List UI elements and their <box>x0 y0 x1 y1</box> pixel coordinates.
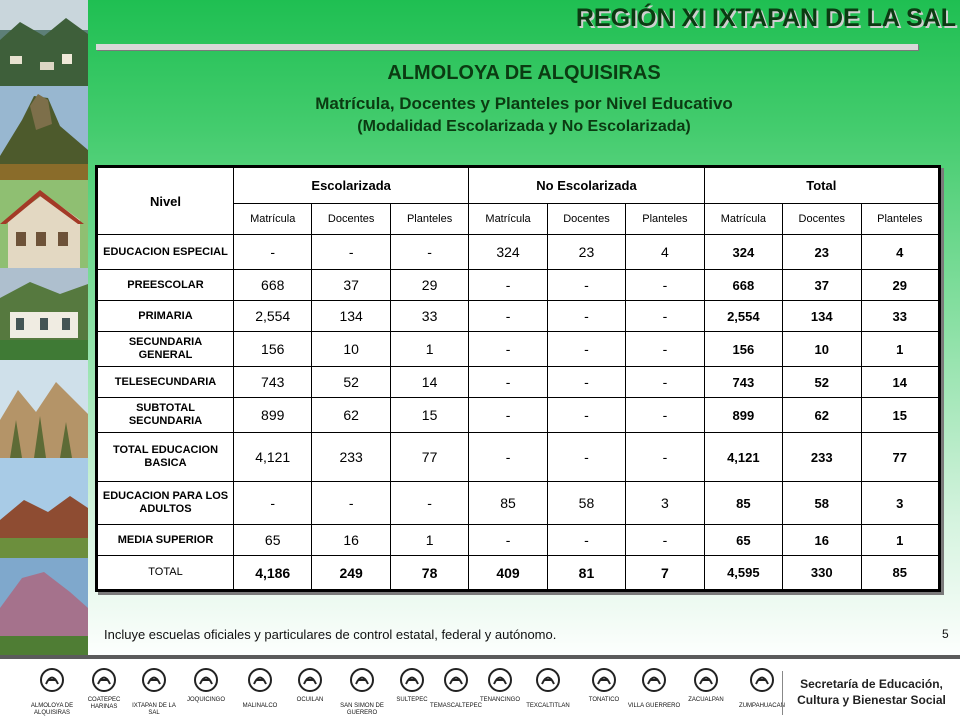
value-cell: 134 <box>312 301 390 332</box>
municipio-label: MALINALCO <box>242 703 278 709</box>
municipio-item <box>678 665 734 704</box>
value-cell: 58 <box>547 482 625 525</box>
column-header: Planteles <box>390 204 468 235</box>
education-stats-table <box>95 165 941 592</box>
value-cell: - <box>547 367 625 398</box>
municipio-label: TONATICO <box>588 697 620 703</box>
value-cell: 14 <box>861 367 940 398</box>
value-cell: 134 <box>783 301 861 332</box>
value-cell: - <box>626 398 704 433</box>
rock-peak-photo <box>0 86 88 180</box>
value-cell: 1 <box>390 525 468 556</box>
value-cell: 899 <box>704 398 782 433</box>
value-cell: 330 <box>783 556 861 591</box>
value-cell: - <box>469 301 547 332</box>
value-cell: 33 <box>390 301 468 332</box>
value-cell: 15 <box>390 398 468 433</box>
tonatico-glyph-icon <box>589 665 619 695</box>
value-cell: 65 <box>234 525 312 556</box>
region-title: REGIÓN XI IXTAPAN DE LA SAL <box>575 4 956 32</box>
value-cell: - <box>234 235 312 270</box>
value-cell: 37 <box>783 270 861 301</box>
value-cell: - <box>469 525 547 556</box>
column-header: Matrícula <box>704 204 782 235</box>
municipio-label: VILLA GUERRERO <box>627 703 681 709</box>
value-cell: 4 <box>861 235 940 270</box>
value-cell: 62 <box>783 398 861 433</box>
almoloya-glyph-icon <box>37 665 67 695</box>
column-header: Matrícula <box>234 204 312 235</box>
municipio-item <box>576 665 632 704</box>
value-cell: 4,186 <box>234 556 312 591</box>
column-header: Docentes <box>312 204 390 235</box>
table-row <box>97 332 940 367</box>
value-cell: 85 <box>704 482 782 525</box>
value-cell: - <box>626 525 704 556</box>
value-cell: 23 <box>783 235 861 270</box>
column-header: Planteles <box>626 204 704 235</box>
municipio-item <box>282 665 338 704</box>
value-cell: 29 <box>861 270 940 301</box>
pink-mountain-photo <box>0 558 88 655</box>
value-cell: 2,554 <box>234 301 312 332</box>
table-row <box>97 525 940 556</box>
value-cell: 81 <box>547 556 625 591</box>
texcaltitlan-glyph-icon <box>533 665 563 695</box>
municipio-label: OCUILAN <box>296 697 324 703</box>
value-cell: 29 <box>390 270 468 301</box>
value-cell: 3 <box>626 482 704 525</box>
value-cell: - <box>390 482 468 525</box>
value-cell: 233 <box>783 433 861 482</box>
municipio-item <box>626 665 682 710</box>
value-cell: - <box>547 332 625 367</box>
footnote: Incluye escuelas oficiales y particulares de control estatal, federal y autónomo. <box>104 627 557 642</box>
group-header-no-escolarizada: No Escolarizada <box>469 167 704 204</box>
nivel-cell: EDUCACION PARA LOS ADULTOS <box>97 482 234 525</box>
value-cell: 4,121 <box>234 433 312 482</box>
column-header: Docentes <box>547 204 625 235</box>
table-row <box>97 556 940 591</box>
value-cell: - <box>390 235 468 270</box>
landscape-photo-strip <box>0 0 88 655</box>
value-cell: 23 <box>547 235 625 270</box>
nivel-cell: SECUNDARIA GENERAL <box>97 332 234 367</box>
value-cell: 58 <box>783 482 861 525</box>
table-row <box>97 433 940 482</box>
value-cell: - <box>626 332 704 367</box>
value-cell: 409 <box>469 556 547 591</box>
municipio-label: ZACUALPAN <box>688 697 724 703</box>
value-cell: 7 <box>626 556 704 591</box>
value-cell: - <box>469 270 547 301</box>
municipio-label: SAN SIMON DE GUERERO <box>340 703 384 716</box>
value-cell: - <box>547 525 625 556</box>
nivel-cell: PRIMARIA <box>97 301 234 332</box>
colonial-building-photo <box>0 180 88 268</box>
table-row <box>97 482 940 525</box>
municipio-label: TEXCALTITLAN <box>526 703 570 709</box>
value-cell: - <box>469 398 547 433</box>
secretaria-label <box>782 671 960 715</box>
value-cell: 85 <box>861 556 940 591</box>
value-cell: - <box>469 433 547 482</box>
secretaria-line-2: Cultura y Bienestar Social <box>797 693 946 707</box>
garden-plaza-photo <box>0 268 88 360</box>
value-cell: 743 <box>234 367 312 398</box>
column-header: Docentes <box>783 204 861 235</box>
header-rule <box>96 44 918 50</box>
group-header-escolarizada: Escolarizada <box>234 167 469 204</box>
value-cell: 14 <box>390 367 468 398</box>
value-cell: 77 <box>861 433 940 482</box>
value-cell: 78 <box>390 556 468 591</box>
value-cell: 52 <box>783 367 861 398</box>
municipio-item <box>334 665 390 717</box>
secretaria-line-1: Secretaría de Educación, <box>800 677 943 691</box>
value-cell: - <box>547 398 625 433</box>
municipio-label: JOQUICINGO <box>186 697 225 703</box>
nivel-cell: TELESECUNDARIA <box>97 367 234 398</box>
value-cell: 156 <box>704 332 782 367</box>
tenancingo-glyph-icon <box>485 665 515 695</box>
value-cell: 10 <box>312 332 390 367</box>
ixtapan-glyph-icon <box>139 665 169 695</box>
value-cell: 37 <box>312 270 390 301</box>
municipios-footer <box>0 655 960 724</box>
value-cell: - <box>312 235 390 270</box>
value-cell: 4,595 <box>704 556 782 591</box>
value-cell: - <box>547 270 625 301</box>
column-header: Matrícula <box>469 204 547 235</box>
value-cell: 85 <box>469 482 547 525</box>
value-cell: - <box>469 332 547 367</box>
table-row <box>97 367 940 398</box>
value-cell: - <box>547 301 625 332</box>
column-header: Planteles <box>861 204 940 235</box>
municipio-item <box>24 665 80 717</box>
value-cell: 3 <box>861 482 940 525</box>
municipio-title: ALMOLOYA DE ALQUISIRAS <box>387 62 661 84</box>
zacualpan-glyph-icon <box>691 665 721 695</box>
san-simon-glyph-icon <box>347 665 377 695</box>
zumpahuacan-glyph-icon <box>747 665 777 695</box>
municipio-label: ZUMPAHUACAN <box>739 703 785 709</box>
nivel-cell: SUBTOTAL SECUNDARIA <box>97 398 234 433</box>
municipio-label: TENANCINGO <box>479 697 520 703</box>
value-cell: - <box>547 433 625 482</box>
value-cell: - <box>469 367 547 398</box>
table-row <box>97 301 940 332</box>
group-header-total: Total <box>704 167 939 204</box>
sultepec-glyph-icon <box>397 665 427 695</box>
value-cell: 668 <box>704 270 782 301</box>
value-cell: 77 <box>390 433 468 482</box>
value-cell: 156 <box>234 332 312 367</box>
value-cell: 743 <box>704 367 782 398</box>
municipio-item <box>126 665 182 717</box>
municipio-item <box>178 665 234 704</box>
municipio-item <box>520 665 576 710</box>
municipio-label: SULTEPEC <box>396 697 428 703</box>
value-cell: 16 <box>312 525 390 556</box>
value-cell: - <box>312 482 390 525</box>
villa-guerrero-glyph-icon <box>639 665 669 695</box>
value-cell: 33 <box>861 301 940 332</box>
value-cell: 233 <box>312 433 390 482</box>
nivel-cell: TOTAL EDUCACION BASICA <box>97 433 234 482</box>
page-number: 5 <box>942 627 949 641</box>
value-cell: 1 <box>861 332 940 367</box>
value-cell: 10 <box>783 332 861 367</box>
value-cell: 249 <box>312 556 390 591</box>
value-cell: - <box>626 301 704 332</box>
forest-valley-photo <box>0 360 88 458</box>
municipio-label: ALMOLOYA DE ALQUISIRAS <box>30 703 74 716</box>
value-cell: 62 <box>312 398 390 433</box>
value-cell: - <box>626 367 704 398</box>
municipio-item <box>232 665 288 710</box>
nivel-cell: TOTAL <box>97 556 234 591</box>
value-cell: 899 <box>234 398 312 433</box>
value-cell: 2,554 <box>704 301 782 332</box>
value-cell: 52 <box>312 367 390 398</box>
municipio-label: TEMASCALTEPEC <box>430 703 482 709</box>
ocuilan-glyph-icon <box>295 665 325 695</box>
table-row <box>97 235 940 270</box>
joquicingo-glyph-icon <box>191 665 221 695</box>
value-cell: 4,121 <box>704 433 782 482</box>
canyon-photo <box>0 458 88 558</box>
value-cell: 4 <box>626 235 704 270</box>
table-subtitle: Matrícula, Docentes y Planteles por Nivel Educativo <box>315 94 733 113</box>
nivel-header: Nivel <box>97 167 234 235</box>
municipio-item <box>76 665 132 711</box>
modalidad-caption: (Modalidad Escolarizada y No Escolarizada) <box>357 118 691 135</box>
nivel-cell: PREESCOLAR <box>97 270 234 301</box>
municipio-label: IXTAPAN DE LA SAL <box>132 703 176 716</box>
value-cell: 668 <box>234 270 312 301</box>
value-cell: - <box>626 270 704 301</box>
value-cell: 324 <box>704 235 782 270</box>
malinalco-glyph-icon <box>245 665 275 695</box>
temascaltepec-glyph-icon <box>441 665 471 695</box>
value-cell: 324 <box>469 235 547 270</box>
municipio-label: COATEPEC HARINAS <box>87 697 121 710</box>
table-row <box>97 270 940 301</box>
value-cell: 16 <box>783 525 861 556</box>
value-cell: - <box>626 433 704 482</box>
nivel-cell: MEDIA SUPERIOR <box>97 525 234 556</box>
value-cell: - <box>234 482 312 525</box>
table-row <box>97 398 940 433</box>
value-cell: 1 <box>390 332 468 367</box>
value-cell: 15 <box>861 398 940 433</box>
value-cell: 65 <box>704 525 782 556</box>
value-cell: 1 <box>861 525 940 556</box>
coatepec-glyph-icon <box>89 665 119 695</box>
nivel-cell: EDUCACION ESPECIAL <box>97 235 234 270</box>
